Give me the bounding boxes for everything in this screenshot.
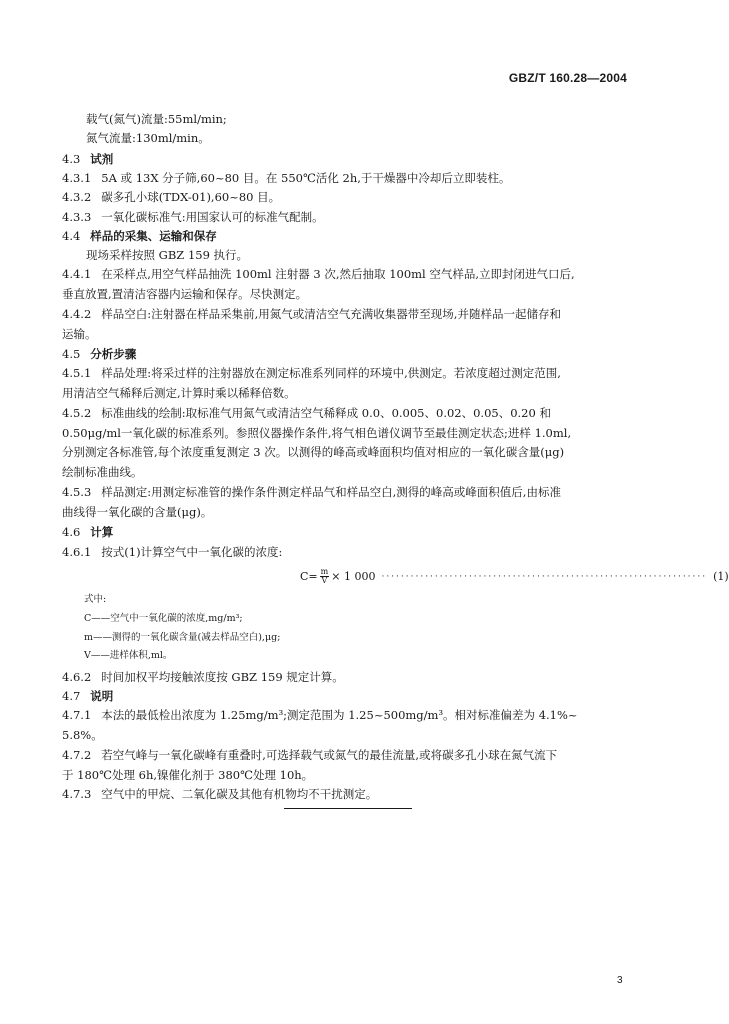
clause-number: 4.3.2 [62,190,92,204]
clause-4-4-1 [62,267,632,281]
clause-4-3-2 [62,190,632,204]
standard-code-header: GBZ/T 160.28—2004 [508,71,627,85]
clause-4-6-2 [62,670,632,684]
clause-4-7-2 [62,748,632,762]
section-heading-4-4 [62,229,632,243]
clause-text: 一氧化碳标准气:用国家认可的标准气配制。 [101,210,324,224]
clause-number: 4.4.1 [62,267,92,281]
clause-text: 碳多孔小球(TDX-01),60~80 目。 [101,190,281,204]
clause-text: 样品空白:注射器在样品采集前,用氮气或清洁空气充满收集器带至现场,并随样品一起储存和 [101,307,561,321]
clause-number: 4.7.2 [62,748,92,762]
concentration-formula [300,567,729,585]
clause-4-7-3 [62,787,632,801]
carrier-gas-flow-line: 载气(氮气)流量:55ml/min; [86,112,227,126]
formula-numerator: m [320,567,329,576]
clause-text: 在采样点,用空气样品抽洗 100ml 注射器 3 次,然后抽取 100ml 空气样品,立即封闭进气口后, [101,267,575,281]
clause-number: 4.6.1 [62,545,92,559]
section-title: 试剂 [90,152,114,166]
clause-4-5-2-continued-2: 分别测定各标准管,每个浓度重复测定 3 次。以测得的峰高或峰面积均值对相应的一氧化碳含量(μg) [62,445,565,459]
clause-text: 时间加权平均接触浓度按 GBZ 159 规定计算。 [101,670,344,684]
clause-4-3-1 [62,171,632,185]
definition-c: C——空气中一氧化碳的浓度,mg/m³; [84,613,243,624]
clause-text: 标准曲线的绘制:取标准气用氮气或清洁空气稀释成 0.0、0.005、0.02、0.05、0.20 和 [101,406,551,420]
clause-4-7-1 [62,708,632,722]
section-title: 样品的采集、运输和保存 [90,229,217,243]
formula-leader-dots: ··································································· [381,571,708,582]
end-rule [284,808,412,809]
clause-4-4-2-continued: 运输。 [62,327,97,341]
formula-denominator: V [321,576,328,585]
section-title: 说明 [90,689,114,703]
section-number: 4.7 [62,689,81,703]
clause-4-4-1-continued: 垂直放置,置清洁容器内运输和保存。尽快测定。 [62,287,308,301]
clause-4-4-2 [62,307,632,321]
clause-4-7-2-continued: 于 180℃处理 6h,镍催化剂于 380℃处理 10h。 [62,768,314,782]
clause-number: 4.3.3 [62,210,92,224]
clause-4-3-3 [62,210,632,224]
formula-fraction [320,568,330,585]
clause-text: 若空气峰与一氧化碳峰有重叠时,可选择载气或氮气的最佳流量,或将碳多孔小球在氮气流下 [101,748,558,762]
formula-equation-number: (1) [713,570,729,583]
clause-text: 空气中的甲烷、二氧化碳及其他有机物均不干扰测定。 [101,787,378,801]
clause-4-5-3-continued: 曲线得一氧化碳的含量(μg)。 [62,505,213,519]
clause-text: 5A 或 13X 分子筛,60~80 目。在 550℃活化 2h,于干燥器中冷却后立即装柱。 [101,171,511,185]
page-number: 3 [617,975,623,986]
clause-number: 4.7.1 [62,708,92,722]
clause-4-5-2 [62,406,632,420]
nitrogen-flow-line: 氮气流量:130ml/min。 [86,131,210,145]
formula-multiplier: × 1 000 [331,570,376,583]
sampling-standard-line: 现场采样按照 GBZ 159 执行。 [86,248,249,262]
clause-number: 4.3.1 [62,171,92,185]
section-number: 4.5 [62,347,81,361]
section-heading-4-7 [62,689,632,703]
definition-v: V——进样体积,ml。 [84,650,173,661]
where-label: 式中: [84,594,107,605]
formula-lhs: C= [300,570,318,583]
clause-4-5-1-continued: 用清洁空气稀释后测定,计算时乘以稀释倍数。 [62,386,296,400]
clause-4-7-1-continued: 5.8%。 [62,728,103,742]
clause-number: 4.5.1 [62,366,92,380]
definition-m: m——测得的一氧化碳含量(减去样品空白),μg; [84,632,281,643]
section-heading-4-3 [62,152,632,166]
clause-4-5-1 [62,366,632,380]
clause-4-5-2-continued-1: 0.50μg/ml一氧化碳的标准系列。参照仪器操作条件,将气相色谱仪调节至最佳测定状态;进样 1.0ml, [62,426,572,440]
clause-number: 4.4.2 [62,307,92,321]
clause-text: 样品处理:将采过样的注射器放在测定标准系列同样的环境中,供测定。若浓度超过测定范围, [101,366,561,380]
section-number: 4.4 [62,229,81,243]
clause-number: 4.5.2 [62,406,92,420]
section-number: 4.6 [62,525,81,539]
section-title: 分析步骤 [90,347,137,361]
section-number: 4.3 [62,152,81,166]
section-title: 计算 [90,525,114,539]
clause-text: 按式(1)计算空气中一氧化碳的浓度: [101,545,283,559]
clause-text: 样品测定:用测定标准管的操作条件测定样品气和样品空白,测得的峰高或峰面积值后,由标准 [101,485,561,499]
clause-number: 4.6.2 [62,670,92,684]
clause-4-5-2-continued-3: 绘制标准曲线。 [62,465,143,479]
clause-number: 4.7.3 [62,787,92,801]
clause-4-6-1 [62,545,632,559]
section-heading-4-5 [62,347,632,361]
clause-number: 4.5.3 [62,485,92,499]
section-heading-4-6 [62,525,632,539]
clause-4-5-3 [62,485,632,499]
clause-text: 本法的最低检出浓度为 1.25mg/m³;测定范围为 1.25~500mg/m³。相对标准偏差为 4.1%~ [101,708,578,722]
